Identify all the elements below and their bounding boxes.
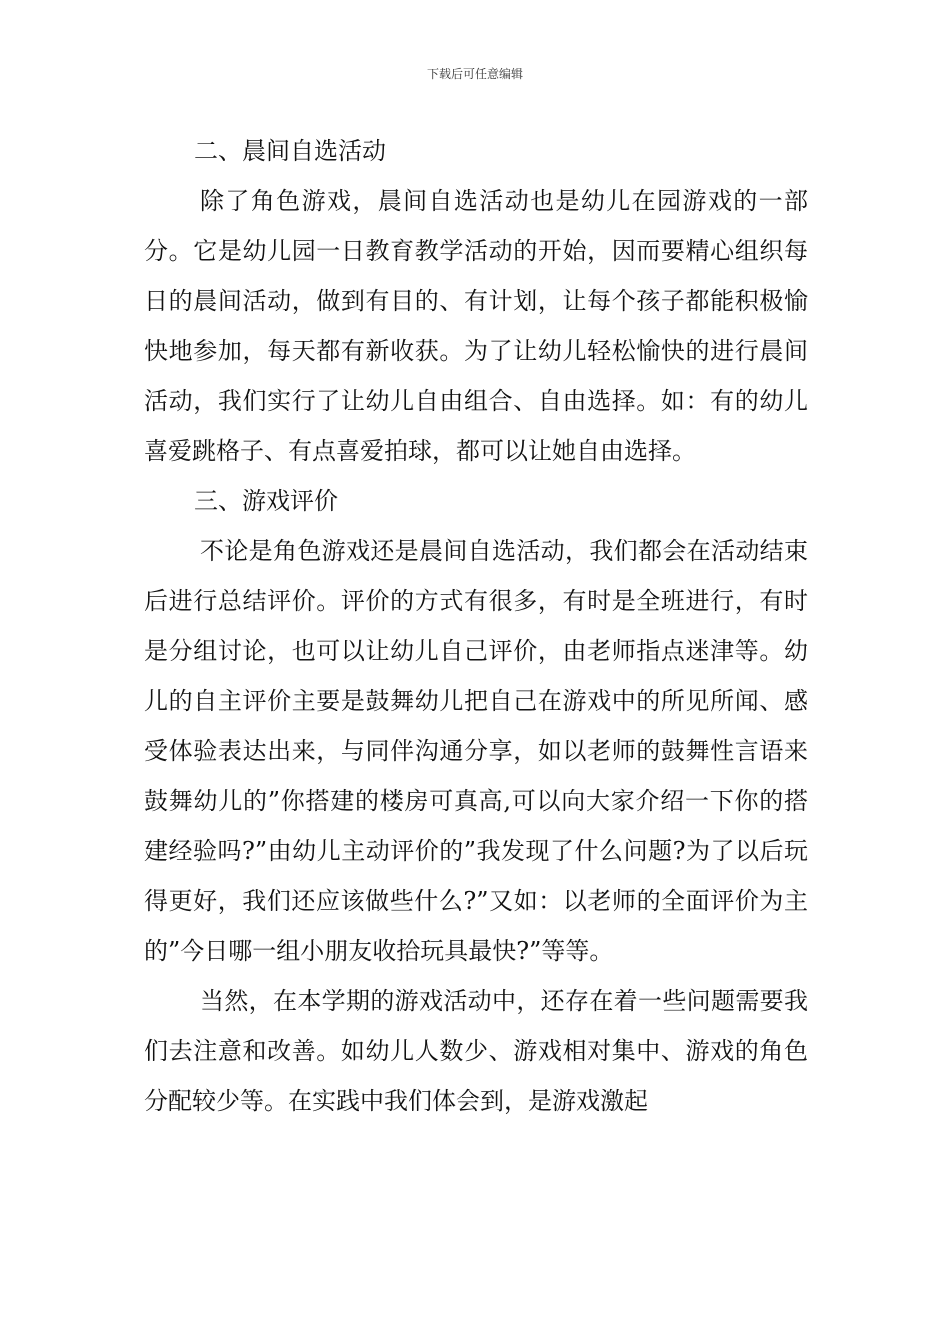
section-morning-activities (144, 126, 808, 476)
document-body (144, 126, 808, 1126)
paragraph: 不论是角色游戏还是晨间自选活动，我们都会在活动结束后进行总结评价。评价的方式有很多，有时是全班进行，有时是分组讨论，也可以让幼儿自己评价，由老师指点迷津等。幼儿的自主评价主要是鼓舞幼儿把自己在游戏中的所见所闻、感受体验表达出来，与同伴沟通分享，如以老师的鼓舞性言语来鼓舞幼儿的”你搭建的楼房可真高,可以向大家介绍一下你的搭建经验吗?”由幼儿主动评价的”我发现了什么问题?为了以后玩得更好，我们还应该做些什么?”又如：以老师的全面评价为主的”今日哪一组小朋友收拾玩具最快?”等等。 (144, 537, 808, 965)
section-heading: 二、晨间自选活动 (194, 137, 386, 165)
paragraph: 当然，在本学期的游戏活动中，还存在着一些问题需要我们去注意和改善。如幼儿人数少、游戏相对集中、游戏的角色分配较少等。在实践中我们体会到，是游戏激起 (144, 987, 808, 1115)
section-heading: 三、游戏评价 (194, 487, 338, 515)
paragraph: 除了角色游戏，晨间自选活动也是幼儿在园游戏的一部分。它是幼儿园一日教育教学活动的开始，因而要精心组织每日的晨间活动，做到有目的、有计划，让每个孩子都能积极愉快地参加，每天都有新收获。为了让幼儿轻松愉快的进行晨间活动，我们实行了让幼儿自由组合、自由选择。如：有的幼儿喜爱跳格子、有点喜爱拍球，都可以让她自由选择。 (144, 187, 808, 465)
page-header-note: 下载后可任意编辑 (426, 67, 523, 81)
section-game-evaluation (144, 476, 808, 1126)
